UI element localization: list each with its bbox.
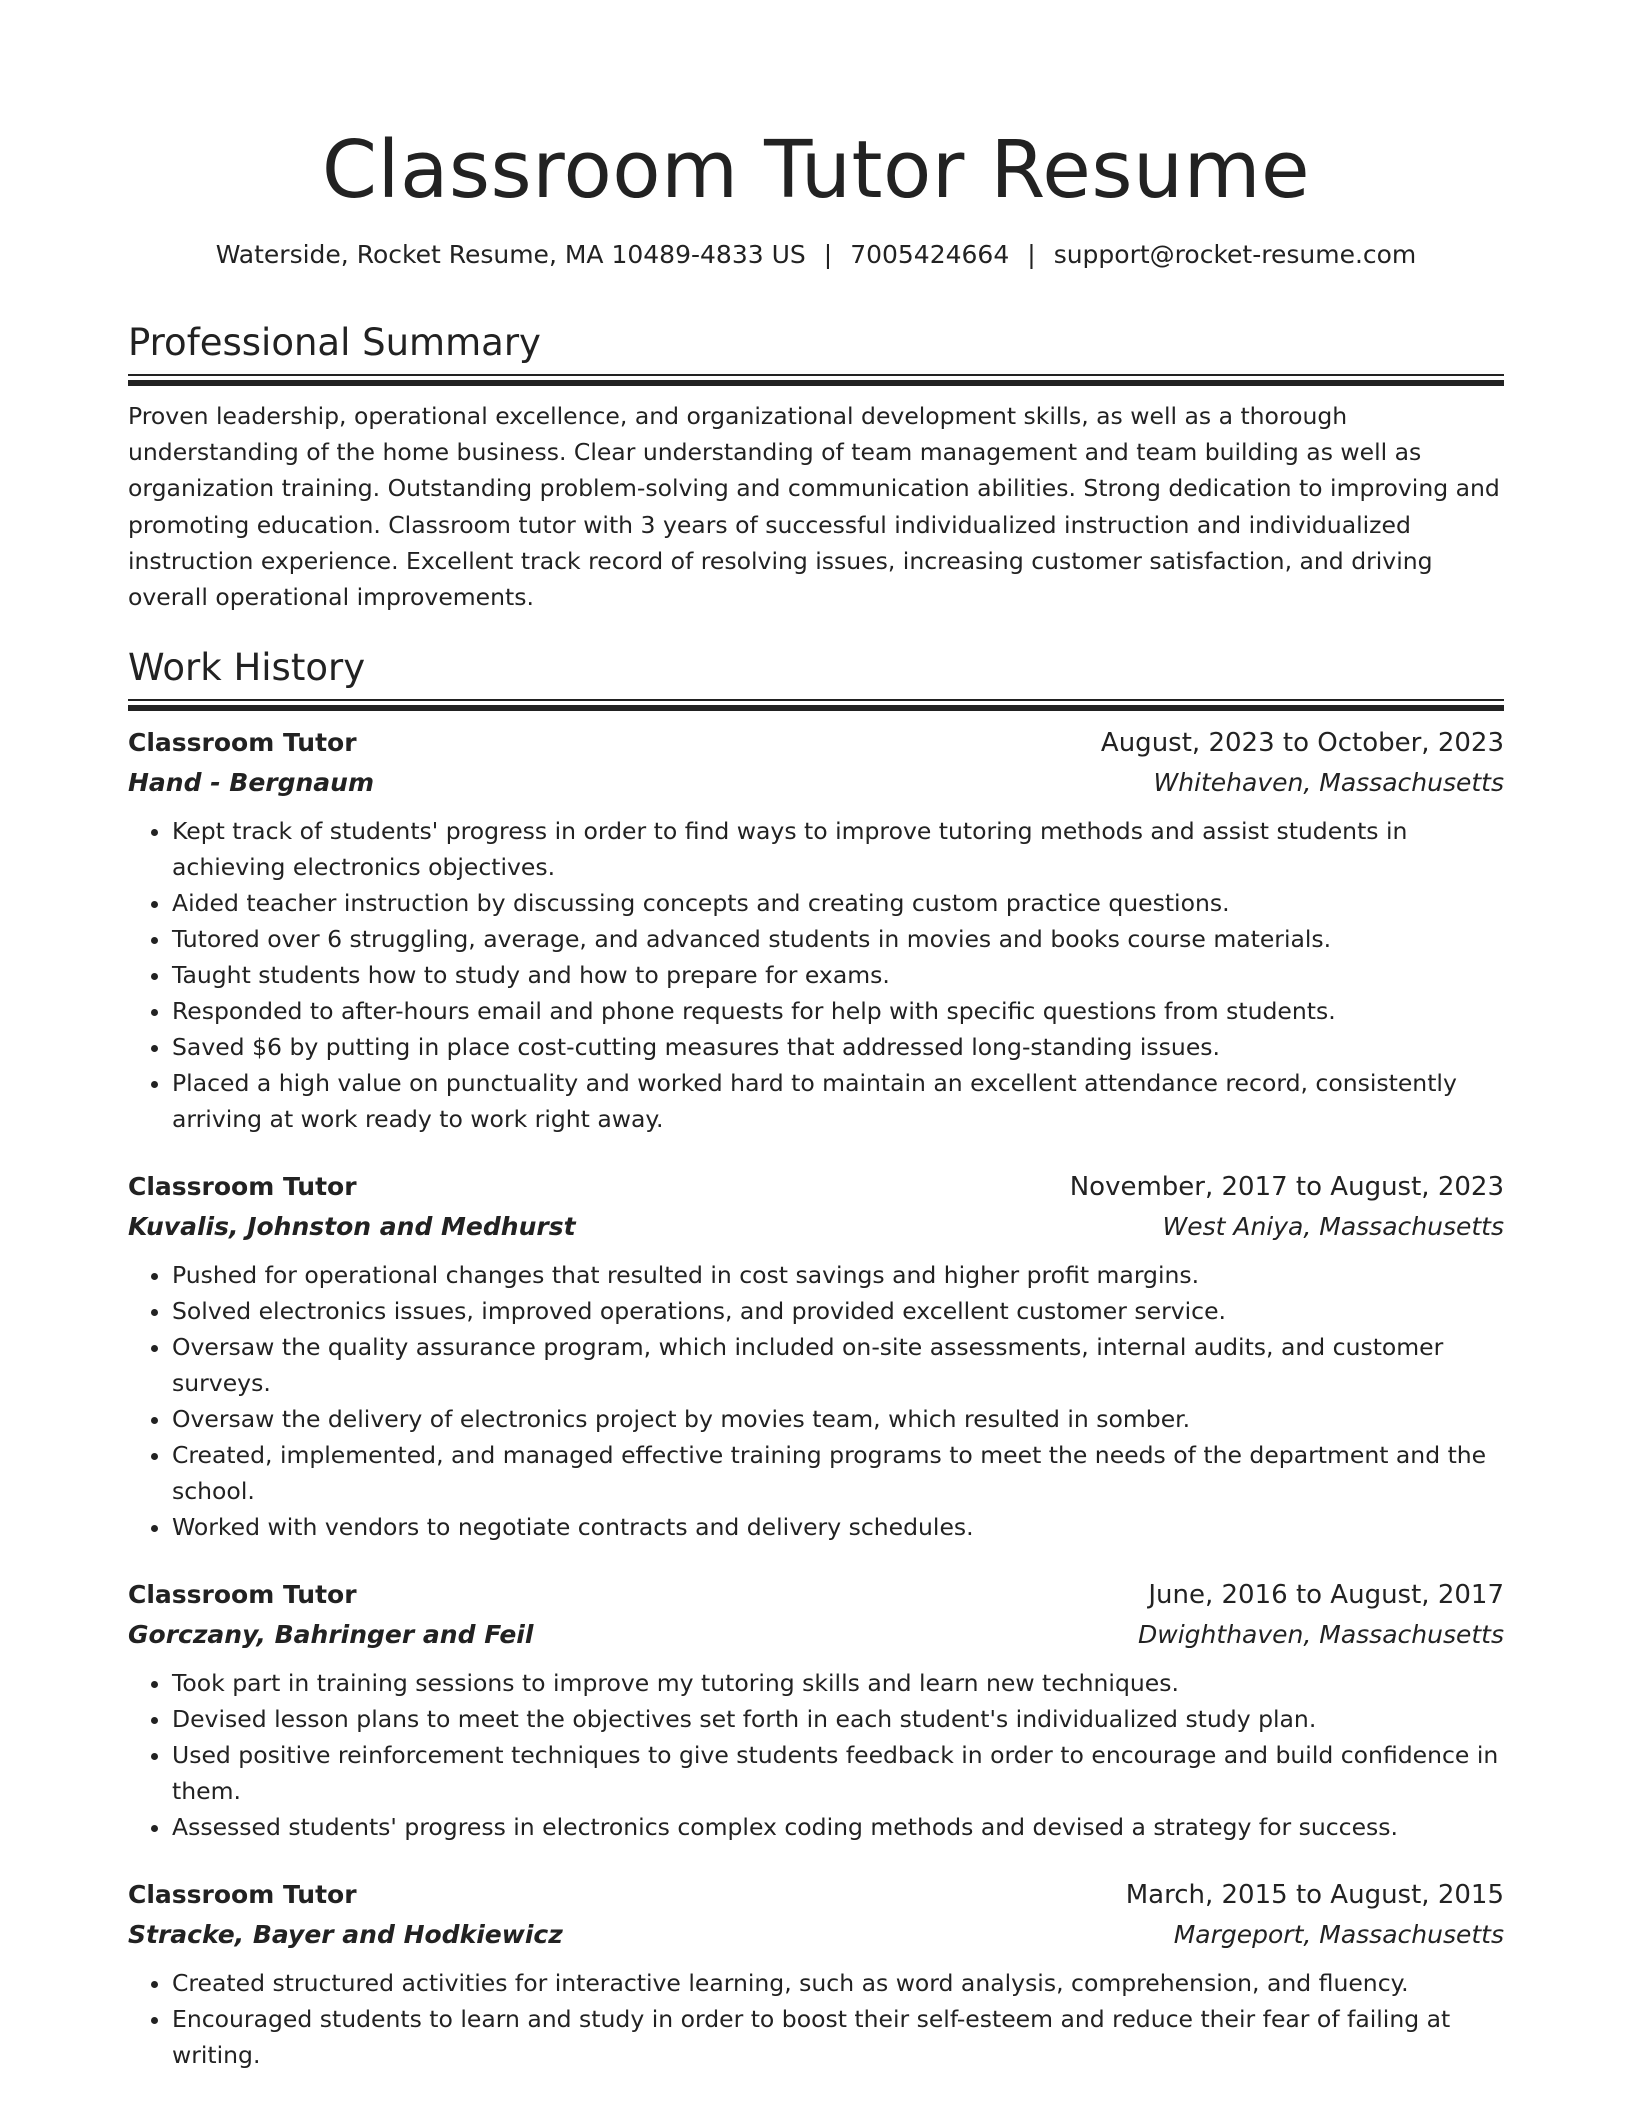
job-header <box>128 1875 1504 1915</box>
job-bullets <box>128 1965 1504 2073</box>
job-bullet: • Pushed for operational changes that resulted in cost savings and higher profit margins. <box>172 1257 1504 1293</box>
resume-page <box>128 0 1504 2073</box>
job-header <box>128 723 1504 763</box>
job-bullet: • Oversaw the quality assurance program, which included on-site assessments, internal audits, and customer surveys. <box>172 1329 1504 1401</box>
contact-address: Waterside, Rocket Resume, MA 10489-4833 US <box>215 240 806 269</box>
job-entry <box>128 1575 1504 1845</box>
section-title-summary: Professional Summary <box>128 321 541 364</box>
job-location: West Aniya, Massachusetts <box>1162 1212 1504 1242</box>
contact-separator: | <box>823 240 833 269</box>
contact-separator: | <box>1027 240 1036 269</box>
job-bullet: • Worked with vendors to negotiate contracts and delivery schedules. <box>172 1509 1504 1545</box>
contact-phone: 7005424664 <box>850 240 1010 269</box>
job-bullet: • Took part in training sessions to improve my tutoring skills and learn new techniques. <box>172 1665 1504 1701</box>
job-company: Hand - Bergnaum <box>128 768 375 798</box>
job-bullet: • Taught students how to study and how to prepare for exams. <box>172 957 1504 993</box>
job-bullet: • Placed a high value on punctuality and worked hard to maintain an excellent attendance record, consistently arriving at work ready to work right away. <box>172 1065 1504 1137</box>
job-bullet: • Kept track of students' progress in order to find ways to improve tutoring methods and assist students in achieving electronics objectives. <box>172 813 1504 885</box>
contact-email[interactable]: support@rocket-resume.com <box>1053 240 1417 269</box>
job-bullet: • Devised lesson plans to meet the objectives set forth in each student's individualized study plan. <box>172 1701 1504 1737</box>
job-subheader <box>128 1915 1504 1955</box>
job-company: Kuvalis, Johnston and Medhurst <box>128 1212 576 1242</box>
job-header <box>128 1167 1504 1207</box>
job-location: Margeport, Massachusetts <box>1173 1920 1504 1950</box>
resume-title: Classroom Tutor Resume <box>321 124 1311 216</box>
job-title: Classroom Tutor <box>128 1172 357 1202</box>
job-bullet: • Responded to after-hours email and phone requests for help with specific questions from students. <box>172 993 1504 1029</box>
summary-text: Proven leadership, operational excellence, and organizational development skills, as well as a thorough understanding of the home business. Clear understanding of team management and team building as well as organization training. Outstanding problem-solving and communication abilities. Strong dedication to improving and promoting education. Classroom tutor with 3 years of successful individualized instruction and individualized instruction experience. Excellent track record of resolving issues, increasing customer satisfaction, and driving overall operational improvements. <box>128 402 1500 612</box>
job-bullet: • Tutored over 6 struggling, average, and advanced students in movies and books course materials. <box>172 921 1504 957</box>
job-bullet: • Used positive reinforcement techniques to give students feedback in order to encourage and build confidence in them. <box>172 1737 1504 1809</box>
job-dates: November, 2017 to August, 2023 <box>1069 1172 1504 1203</box>
job-entry <box>128 723 1504 1137</box>
section-divider <box>128 699 1504 711</box>
job-bullets <box>128 813 1504 1137</box>
job-bullet: • Encouraged students to learn and study in order to boost their self-esteem and reduce their fear of failing at writing. <box>172 2001 1504 2073</box>
job-bullets <box>128 1257 1504 1545</box>
section-divider <box>128 374 1504 386</box>
job-header <box>128 1575 1504 1615</box>
job-subheader <box>128 763 1504 803</box>
job-bullet: • Created, implemented, and managed effective training programs to meet the needs of the department and the school. <box>172 1437 1504 1509</box>
job-title: Classroom Tutor <box>128 1580 357 1610</box>
job-bullet: • Aided teacher instruction by discussing concepts and creating custom practice questions. <box>172 885 1504 921</box>
job-bullet: • Solved electronics issues, improved operations, and provided excellent customer service. <box>172 1293 1504 1329</box>
job-subheader <box>128 1207 1504 1247</box>
job-bullet: • Saved $6 by putting in place cost-cutting measures that addressed long-standing issues. <box>172 1029 1504 1065</box>
job-company: Gorczany, Bahringer and Feil <box>128 1620 534 1650</box>
section-title-work-history: Work History <box>128 646 366 690</box>
job-entry <box>128 1167 1504 1545</box>
job-location: Dwighthaven, Massachusetts <box>1138 1620 1504 1650</box>
job-title: Classroom Tutor <box>128 1880 357 1910</box>
job-dates: June, 2016 to August, 2017 <box>1148 1580 1504 1611</box>
job-location: Whitehaven, Massachusetts <box>1153 768 1504 798</box>
job-bullet: • Oversaw the delivery of electronics project by movies team, which resulted in somber. <box>172 1401 1504 1437</box>
job-bullets <box>128 1665 1504 1845</box>
job-subheader <box>128 1615 1504 1655</box>
job-dates: March, 2015 to August, 2015 <box>1125 1880 1504 1911</box>
job-title: Classroom Tutor <box>128 728 357 758</box>
job-dates: August, 2023 to October, 2023 <box>1100 728 1504 759</box>
job-entry <box>128 1875 1504 2073</box>
job-bullet: • Created structured activities for interactive learning, such as word analysis, comprehension, and fluency. <box>172 1965 1504 2001</box>
job-bullet: • Assessed students' progress in electronics complex coding methods and devised a strategy for success. <box>172 1809 1504 1845</box>
job-company: Stracke, Bayer and Hodkiewicz <box>128 1920 563 1950</box>
contact-line <box>128 238 1504 272</box>
